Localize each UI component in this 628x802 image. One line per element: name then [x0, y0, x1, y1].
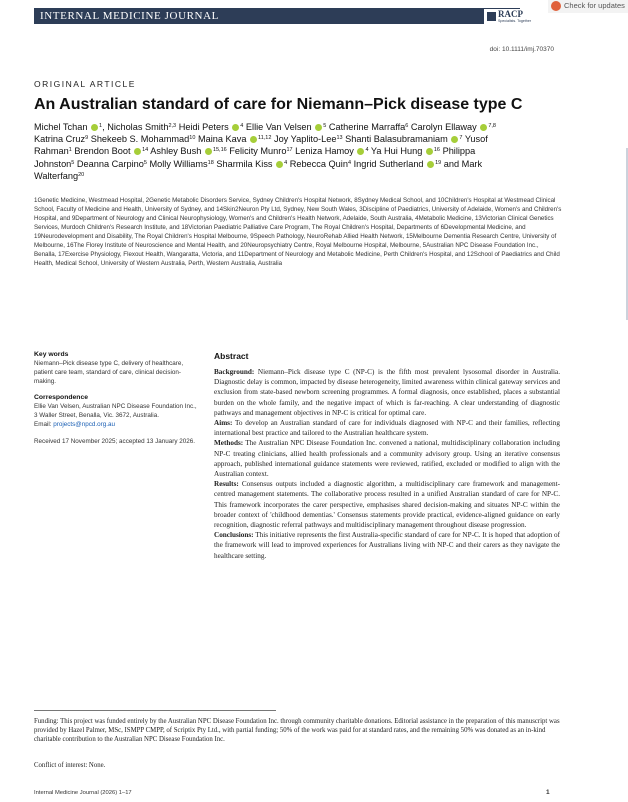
author-name [371, 146, 440, 156]
orcid-icon[interactable] [315, 124, 322, 131]
author-list: Michel Tchan $^1$, Nicholas Smith$^{2,3}$ Heidi Peters $^4$ Ellie Van Velsen $^5$ Catherine Marraffa$^6$ Carolyn Ellaway $^{7,8}$ Katrina Cruz$^9$ Shekeeb S. Mohammad$^{10}$ Maina Kava $^{11,12}$ Joy Yaplito-Lee$^{13}$ Shanti Balasubramaniam $^7$ Yusof Rahman$^1$ Brendon Boot $^{14}$ Ashley Bush $^{15,16}$ Felicity Munro$^{17}$ Leniza Hamoy $^4$ Ya Hui Hung $^{16}$ Philippa Johnston$^5$ Deanna Carpino$^5$ Molly Williams$^{18}$ Sharmila Kiss $^4$ Rebecca Quin$^4$ Ingrid Sutherland $^{19}$ and Mark Walterfang$^{20}$ [34, 122, 496, 181]
footer-citation: Internal Medicine Journal (2026) 1–17 [34, 790, 132, 796]
orcid-icon[interactable] [480, 124, 487, 131]
affiliation-superscript: 5 [143, 159, 147, 166]
racp-logo-tagline: Specialists. Together [498, 19, 532, 23]
author-label: Brendon Boot [74, 146, 131, 157]
affiliation-superscript: 1 [99, 123, 103, 129]
check-updates-icon [551, 1, 561, 11]
footnote-divider [34, 710, 276, 711]
affiliation-superscript: 1 [68, 147, 72, 154]
orcid-icon[interactable] [232, 124, 239, 131]
aims-text: To develop an Australian standard of care for individuals diagnosed with NP-C and their families, reflecting international best practice and tailored to the Australian healthcare system. [214, 419, 560, 438]
correspondence-address: Ellie Van Velsen, Australian NPC Disease Foundation Inc., 3 Waller Street, Benalla, Vic. 3672, Australia. [34, 403, 197, 420]
abstract-conclusions [214, 530, 560, 561]
author-name [216, 159, 287, 169]
affiliation-superscript: 2,3 [168, 123, 177, 129]
author-name [295, 146, 368, 156]
background-label: Background: [214, 368, 255, 376]
affiliation-superscript: 14 [142, 147, 149, 154]
author-label: Nicholas Smith [107, 122, 169, 132]
funding-statement: Funding: This project was funded entirely by the Australian NPC Disease Foundation Inc. through community charitable donations. Editorial assistance in the preparation of this manuscript was provided by Hazel Palmer, MSc, ISMPP CMPP, of Scriptix Pty Ltd., with partial funding; 50% of the work was paid for at standard rates, and the remaining 50% was donated as an in-kind charitable contribution to the Australian NPC Disease Foundation Inc. [34, 718, 560, 743]
author-name [411, 122, 496, 132]
affiliation-superscript: 7,8 [488, 123, 496, 129]
racp-logo-text: RACP [498, 9, 523, 19]
author-name [149, 159, 213, 169]
author-name [329, 122, 409, 132]
doi-link[interactable]: doi: 10.1111/imj.70370 [489, 46, 554, 53]
author-name [34, 122, 102, 132]
author-label: Yusof Rahman [34, 134, 488, 157]
abstract-results [214, 479, 560, 530]
affiliation-superscript: 5 [323, 123, 327, 129]
racp-mark-icon [487, 12, 496, 21]
abstract-methods [214, 438, 560, 479]
orcid-icon[interactable] [276, 161, 283, 168]
orcid-icon[interactable] [451, 136, 458, 143]
abstract-section [214, 351, 560, 561]
author-label: Leniza Hamoy [295, 146, 354, 157]
author-name [34, 134, 88, 144]
affiliation-superscript: 16 [433, 147, 440, 154]
conclusions-text: This initiative represents the first Australia-specific standard of care for NP-C. It is hoped that adoption of the framework will lead to improved experiences for Australians living with NP-C and their carers as they navigate the healthcare setting. [214, 531, 560, 560]
keywords-heading: Key words [34, 351, 69, 358]
orcid-icon[interactable] [357, 148, 364, 155]
aims-label: Aims: [214, 419, 233, 428]
author-label: Carolyn Ellaway [410, 122, 477, 132]
affiliation-superscript: 4 [284, 159, 288, 166]
author-name [345, 134, 462, 144]
received-dates: Received 17 November 2025; accepted 13 January 2026. [34, 437, 196, 445]
results-label: Results: [214, 480, 239, 489]
author-name [91, 134, 196, 144]
author-label: Ashley Bush [150, 146, 202, 157]
author-name [150, 146, 226, 156]
journal-name: INTERNAL MEDICINE JOURNAL [40, 10, 219, 22]
racp-logo [484, 9, 532, 25]
author-label: Shanti Balasubramaniam [345, 134, 448, 145]
author-name [290, 159, 351, 169]
affiliation-superscript: 17 [286, 147, 293, 154]
affiliation-superscript: 13 [336, 135, 343, 142]
affiliation-superscript: 19 [435, 159, 442, 166]
affiliation-superscript: 11,12 [258, 135, 272, 142]
author-label: Ellie Van Velsen [245, 122, 312, 132]
affiliation-superscript: 15,16 [212, 147, 227, 154]
conclusions-label: Conclusions: [214, 531, 254, 540]
author-name [274, 134, 343, 144]
author-label: Shekeeb S. Mohammad [90, 134, 190, 145]
affiliation-superscript: 4 [365, 147, 369, 154]
article-type: ORIGINAL ARTICLE [34, 79, 136, 89]
affiliation-superscript: 9 [85, 135, 89, 142]
email-label: Email: [34, 420, 54, 428]
affiliation-superscript: 7 [459, 135, 463, 142]
affiliation-superscript: 18 [207, 159, 214, 166]
affiliation-superscript: 5 [71, 159, 75, 166]
article-info-sidebar [34, 351, 198, 455]
correspondence-text [34, 403, 198, 429]
article-title: An Australian standard of care for Niemann–Pick disease type C [34, 96, 523, 113]
orcid-icon[interactable] [426, 148, 433, 155]
affiliation-superscript: 4 [347, 159, 351, 166]
affiliation-superscript: 4 [240, 123, 244, 129]
methods-text: The Australian NPC Disease Foundation Inc. convened a national, multidisciplinary collaboration including NP-C treating clinicians, allied health professionals and a community advisory group. Using an iterative consensus approach, published international guidance statements were reviewed, ratified, excluded or modified to align with the Australian context. [214, 439, 560, 479]
abstract-heading: Abstract [214, 351, 249, 361]
orcid-icon[interactable] [91, 124, 98, 131]
background-text: Niemann–Pick disease type C (NP-C) is the fifth most prevalent lysosomal disorder in Australia. Diagnostic delay is common, impacted by disease heterogeneity, limited awareness within clinical gateway services and exclusion from state-based newborn screening programmes. A formal diagnosis, once established, places a substantial burden on the whole family, and the negative impact of which is far-reaching. A clear understanding of diagnostic pathways and management objectives in NP-C is critical for optimal care. [214, 368, 560, 417]
orcid-icon[interactable] [427, 161, 434, 168]
author-label: Catherine Marraffa [328, 122, 406, 132]
author-label: Ya Hui Hung [370, 146, 423, 157]
author-label: Maina Kava [197, 134, 247, 145]
author-label: Philippa Johnston [34, 146, 476, 169]
affiliation-superscript: 6 [405, 123, 409, 129]
author-label: Ingrid Sutherland [353, 158, 424, 169]
author-name [179, 122, 244, 132]
author-name [107, 122, 176, 132]
abstract-background [214, 367, 560, 418]
author-label: Michel Tchan [34, 122, 88, 132]
author-name [246, 122, 326, 132]
author-name [74, 146, 148, 156]
affiliations: 1Genetic Medicine, Westmead Hospital, 2Genetic Metabolic Disorders Service, Sydney Children's Hospital Network, 8Sydney Medical School, and 10Children's Hospital at Westmead Clinical School, Faculty of Medicine and Health, University of Sydney, and 14Skin2Neuron Pty Ltd, Sydney, New South Wales, 3Discipline of Paediatrics, University of Adelaide, Women's and Children's Hospital, and 9Department of Neurology and Clinical Neurophysiology, Women's and Children's Health Network, Adelaide, South Australia, 4Metabolic Medicine, 13Victorian Clinical Genetics Services, Murdoch Children's Research Institute, and 18Victorian Paediatric Palliative Care Program, The Royal Children's Hospital, Departments of 6Developmental Medicine, and 19Neurodevelopment and Disability, The Royal Children's Hospital Melbourne, 9Speech Pathology, NeuroRehab Allied Health Network, 15Melbourne Dementia Research Centre, University of Melbourne, 16The Florey Institute of Neuroscience and Mental Health, and 20Neuropsychiatry Centre, Royal Melbourne Hospital, Melbourne, 5Australian NPC Disease Foundation Inc., Benalla, 17Exercise Physiology, Flexout Health, Wangaratta, Victoria, and 11Department of Neurology and Metabolic Medicine, Perth Children's Hospital, and 12School of Paediatrics and Child Health, Medical School, University of Western Australia, Perth, Western Australia, Australia [34, 197, 562, 267]
author-label: Heidi Peters [178, 122, 229, 132]
correspondence-email-link[interactable]: projects@npcd.org.au [53, 420, 115, 428]
keywords-text: Niemann–Pick disease type C, delivery of healthcare, patient care team, standard of care, clinical decision-making. [34, 360, 184, 385]
orcid-icon[interactable] [205, 148, 212, 155]
author-label: Mark Walterfang [34, 158, 483, 181]
check-for-updates-button[interactable] [548, 0, 628, 13]
affiliation-superscript: 10 [189, 135, 196, 142]
orcid-icon[interactable] [250, 136, 257, 143]
page-number: 1 [546, 789, 550, 796]
abstract-aims [214, 418, 560, 438]
author-name [198, 134, 271, 144]
affiliation-superscript: 20 [78, 171, 85, 178]
orcid-icon[interactable] [134, 148, 141, 155]
methods-label: Methods: [214, 439, 244, 448]
author-name [354, 159, 442, 169]
results-text: Consensus outputs included a diagnostic algorithm, a multidisciplinary care framework and management-centred management statements. The collaborative process resulted in a unified Australian standard of care for NP-C. This framework incorporates the carer perspective, emphasises shared decision-making and situates NP-C within the broader context of 'childhood dementias.' Consensus statements provide practical, evidence-aligned guidance on early recognition, diagnostic referral pathways and multidisciplinary management throughout disease progression. [214, 480, 560, 530]
check-updates-label: Check for updates [564, 1, 625, 10]
author-label: Molly Williams [149, 158, 208, 169]
author-name [229, 146, 292, 156]
conflict-of-interest: Conflict of interest: None. [34, 762, 106, 769]
author-label: Felicity Munro [229, 146, 287, 157]
author-label: Joy Yaplito-Lee [273, 134, 337, 145]
author-label: Sharmila Kiss [216, 158, 273, 169]
correspondence-heading: Correspondence [34, 394, 89, 402]
author-name [77, 159, 147, 169]
author-label: Deanna Carpino [76, 158, 144, 169]
author-label: Rebecca Quin [289, 158, 348, 169]
author-label: Katrina Cruz [34, 134, 86, 145]
